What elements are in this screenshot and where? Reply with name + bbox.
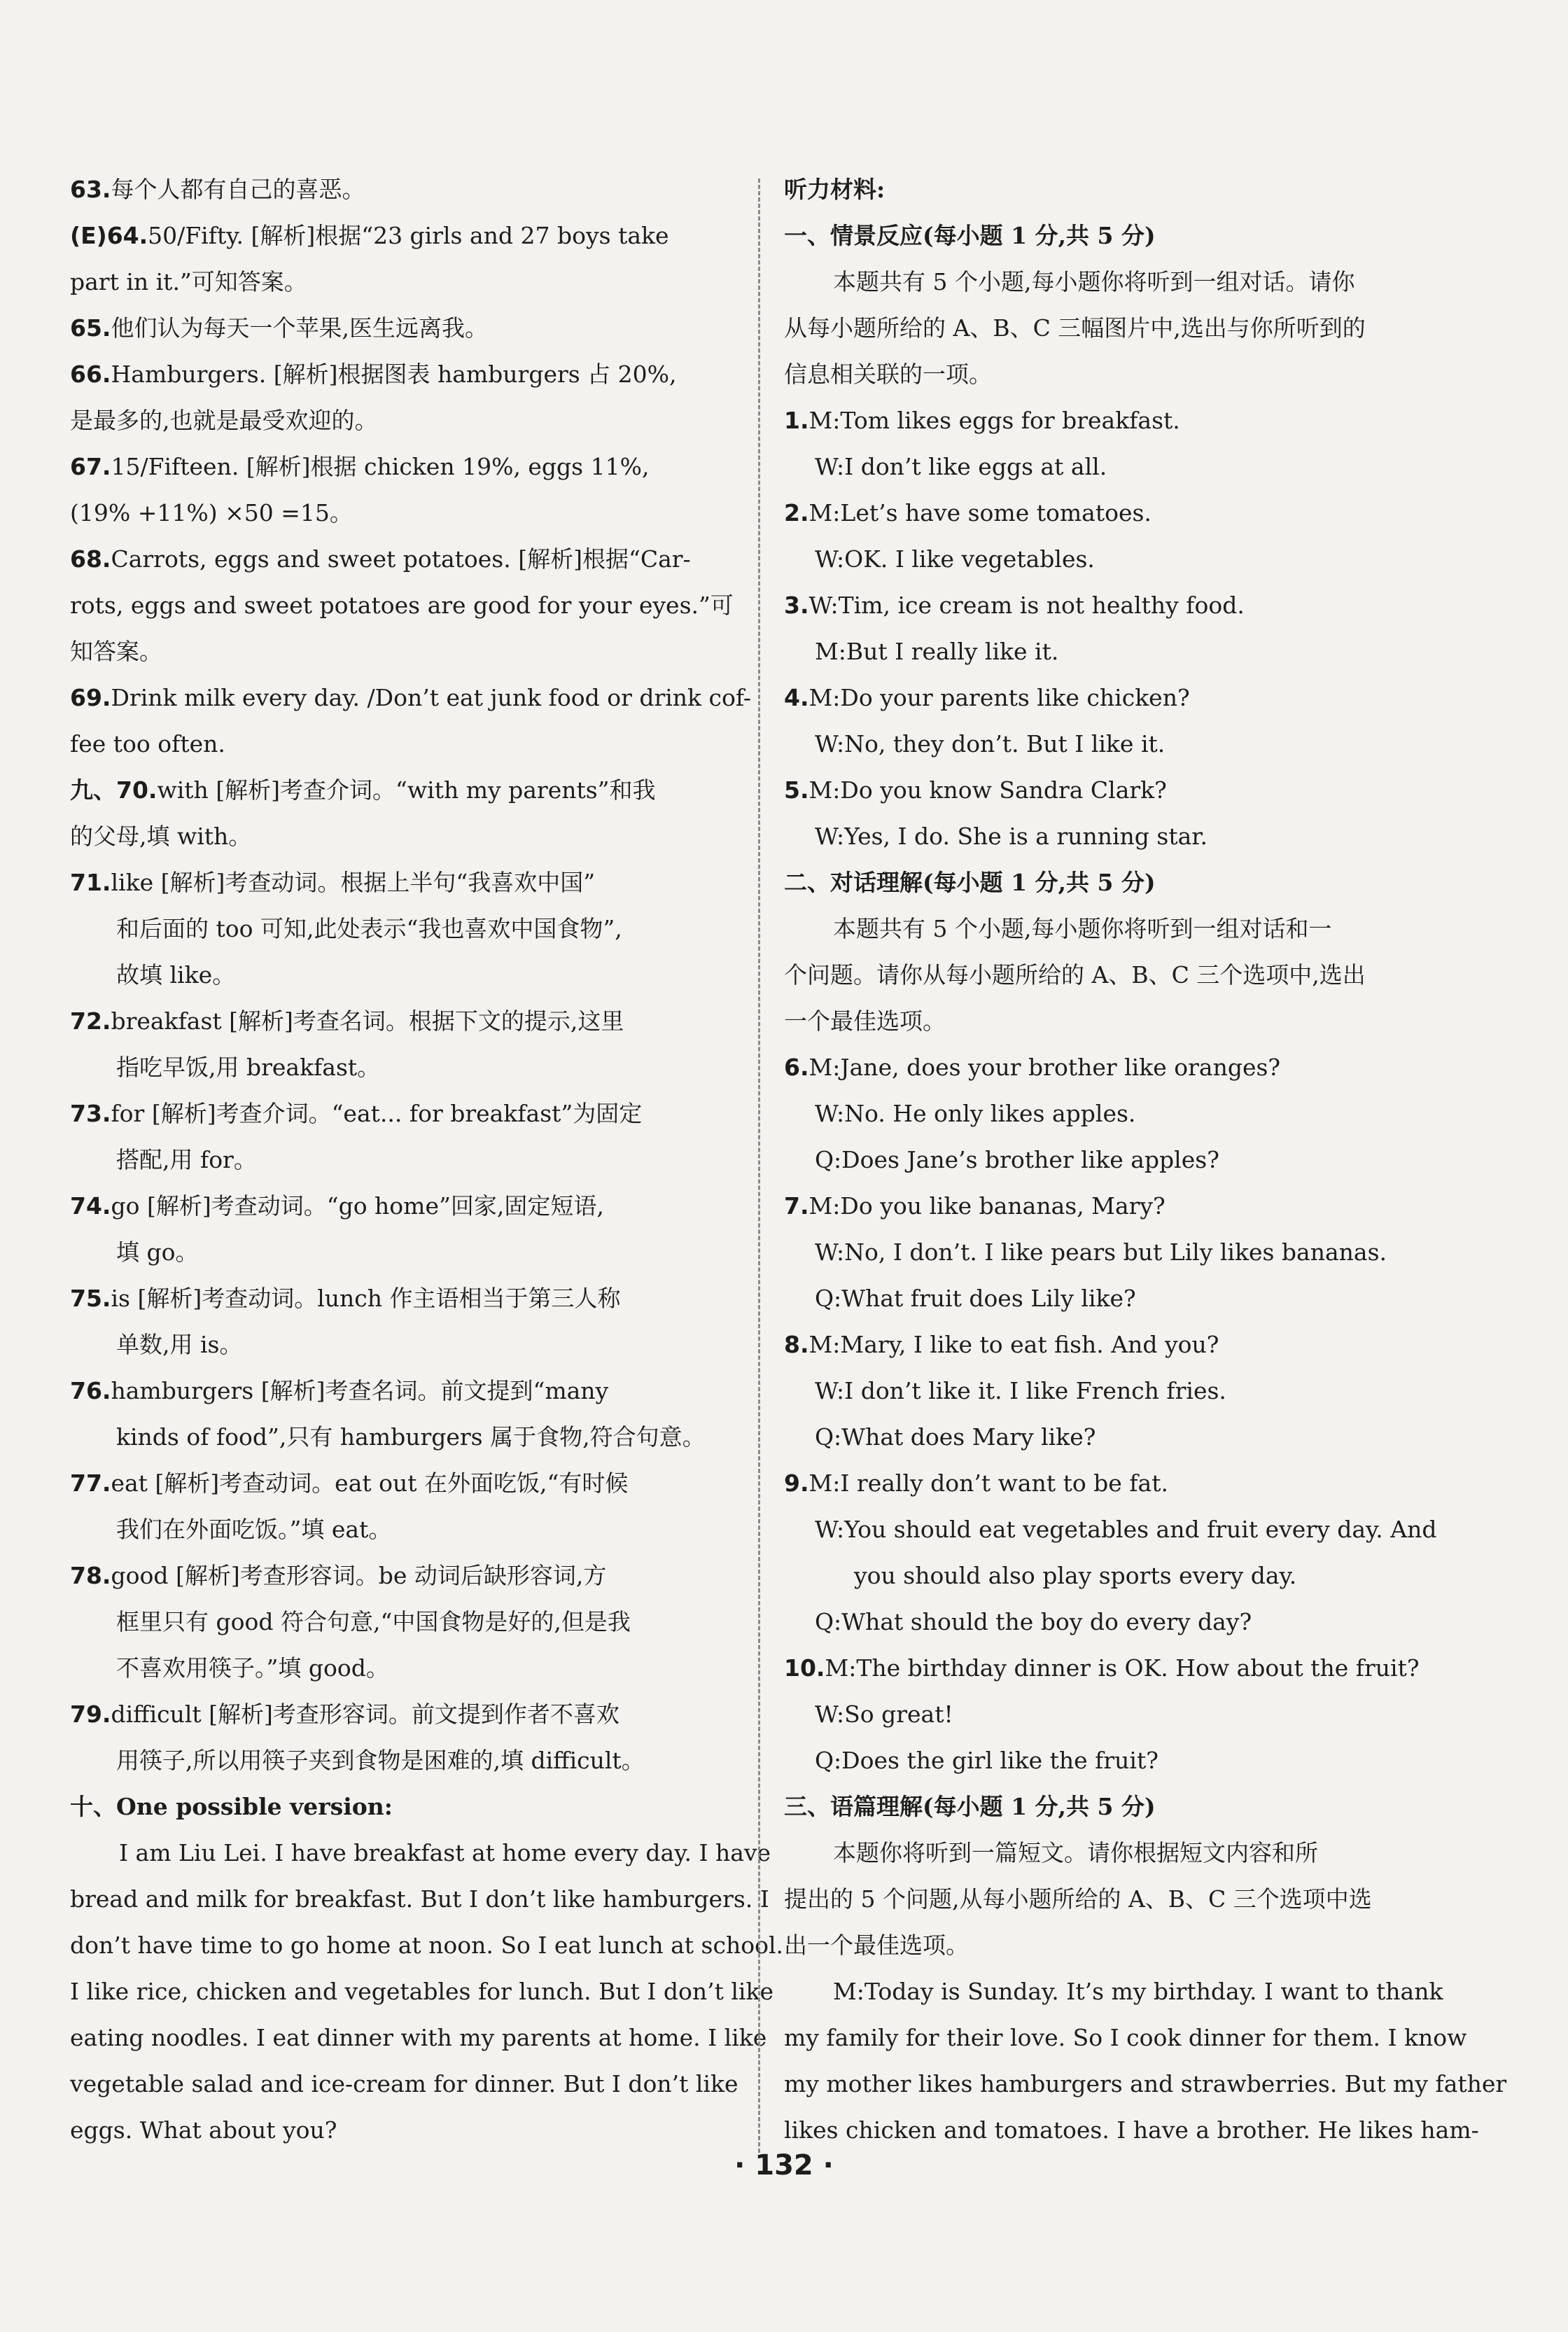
line-text: W:Tim, ice cream is not healthy food. [808,592,1245,619]
transcript-line [784,1969,1449,2015]
line-text: 15/Fifteen. [解析]根据 chicken 19%, eggs 11%, [111,453,650,480]
answer-line [70,1368,735,1414]
line-text: Q:Does the girl like the fruit? [815,1747,1158,1774]
answer-line [70,1922,783,1969]
transcript-line [784,767,1449,814]
answer-line [70,1876,769,1922]
item-number: 9. [784,1469,809,1497]
line-text: Q:What should the boy do every day? [815,1608,1252,1635]
transcript-line [784,629,1449,675]
line-text: W:I don’t like it. I like French fries. [815,1377,1226,1404]
item-number: 5. [784,776,809,804]
line-text: W:You should eat vegetables and fruit every day. And [815,1516,1437,1543]
line-text: W:So great! [815,1701,953,1728]
transcript-line [784,2015,1467,2061]
item-number: 75. [70,1285,111,1312]
line-text: is [解析]考查动词。lunch 作主语相当于第三人称 [111,1285,621,1312]
transcript-line [784,1599,1449,1645]
item-number: 6. [784,1054,809,1081]
transcript-line [784,1691,1449,1738]
item-number: 8. [784,1331,809,1358]
answer-line [70,1460,735,1507]
answer-line [70,444,735,490]
transcript-line [784,305,1449,351]
right-column [784,167,1507,2153]
transcript-line [784,2107,1479,2153]
line-text: rots, eggs and sweet potatoes are good for your eyes.”可 [70,592,734,619]
line-text: M:The birthday dinner is OK. How about the fruit? [825,1654,1420,1682]
transcript-line [784,1830,1449,1876]
line-text: 用筷子,所以用筷子夹到食物是困难的,填 difficult。 [116,1747,645,1774]
line-text: 和后面的 too 可知,此处表示“我也喜欢中国食物”, [116,915,622,942]
answer-line [70,1414,735,1460]
answer-line [70,1599,735,1645]
transcript-line [784,1922,1449,1969]
item-number: 九、70. [70,776,158,804]
answer-line [70,1507,735,1553]
answer-line [70,1045,735,1091]
line-text: Carrots, eggs and sweet potatoes. [解析]根据“Car- [111,545,691,573]
line-text: kinds of food”,只有 hamburgers 属于食物,符合句意。 [116,1423,706,1451]
item-number: 79. [70,1701,111,1728]
answer-line [70,1137,735,1183]
answer-line [70,952,735,998]
answer-line [70,767,735,814]
line-text: Q:Does Jane’s brother like apples? [815,1146,1219,1173]
answer-line [70,1784,735,1830]
item-number: 69. [70,684,111,711]
line-text: I am Liu Lei. I have breakfast at home every day. I have [119,1839,771,1866]
transcript-line [784,998,1449,1045]
line-text: 知答案。 [70,638,162,665]
transcript-line [784,1738,1449,1784]
line-text: 十、One possible version: [70,1793,393,1820]
answer-line [70,2015,767,2061]
item-number: 71. [70,869,111,896]
line-text: my mother likes hamburgers and strawberries. But my father [784,2070,1507,2097]
line-text: Drink milk every day. /Don’t eat junk food or drink cof- [111,684,752,711]
line-text: Hamburgers. [解析]根据图表 hamburgers 占 20%, [111,361,677,388]
line-text: 从每小题所给的 A、B、C 三幅图片中,选出与你所听到的 [784,314,1366,342]
transcript-line [784,1460,1449,1507]
item-number: 72. [70,1007,111,1035]
answer-line [70,1738,735,1784]
line-text: 一、情景反应(每小题 1 分,共 5 分) [784,222,1156,249]
answer-line [70,167,735,213]
line-text: 本题共有 5 个小题,每小题你将听到一组对话和一 [833,915,1332,942]
item-number: 1. [784,407,809,434]
answer-line [70,305,735,351]
line-text: 不喜欢用筷子。”填 good。 [116,1654,389,1682]
line-text: 听力材料: [784,176,886,203]
answer-line [70,1229,735,1276]
answer-line [70,1322,735,1368]
line-text: 本题你将听到一篇短文。请你根据短文内容和所 [833,1839,1318,1866]
line-text: W:No, they don’t. But I like it. [815,730,1166,757]
line-text: 搭配,用 for。 [116,1146,257,1173]
item-number: 2. [784,499,809,526]
left-column [70,167,783,2153]
line-text: you should also play sports every day. [854,1562,1297,1589]
line-text: M:Do your parents like chicken? [808,684,1190,711]
answer-line [70,213,735,259]
transcript-line [784,1368,1449,1414]
transcript-line [784,2061,1507,2107]
transcript-line [784,860,1449,906]
answer-line [70,1830,771,1876]
line-text: 我们在外面吃饭。”填 eat。 [116,1516,392,1543]
transcript-line [784,1645,1449,1691]
line-text: bread and milk for breakfast. But I don’t like hamburgers. I [70,1885,769,1913]
line-text: my family for their love. So I cook dinner for them. I know [784,2024,1467,2051]
answer-line [70,906,735,952]
item-number: 67. [70,453,111,480]
line-text: W:No, I don’t. I like pears but Lily likes bananas. [815,1238,1387,1266]
line-text: like [解析]考查动词。根据上半句“我喜欢中国” [111,869,596,896]
transcript-line [784,167,1449,213]
line-text: fee too often. [70,730,225,757]
line-text: M:Do you know Sandra Clark? [808,776,1167,804]
line-text: M:I really don’t want to be fat. [808,1469,1168,1497]
line-text: part in it.”可知答案。 [70,268,307,295]
line-text: W:Yes, I do. She is a running star. [815,823,1208,850]
line-text: for [解析]考查介词。“eat... for breakfast”为固定 [111,1100,643,1127]
transcript-line [784,1414,1449,1460]
line-text: difficult [解析]考查形容词。前文提到作者不喜欢 [111,1701,620,1728]
line-text: M:Do you like bananas, Mary? [808,1192,1166,1220]
answer-line [70,536,735,582]
line-text: 提出的 5 个问题,从每小题所给的 A、B、C 三个选项中选 [784,1885,1372,1913]
transcript-line [784,814,1449,860]
line-text: 指吃早饭,用 breakfast。 [116,1054,381,1081]
transcript-line [784,906,1449,952]
transcript-line [784,259,1449,305]
line-text: 三、语篇理解(每小题 1 分,共 5 分) [784,1793,1156,1820]
answer-line [70,1645,735,1691]
line-text: 的父母,填 with。 [70,823,252,850]
answer-line [70,398,735,444]
line-text: 个问题。请你从每小题所给的 A、B、C 三个选项中,选出 [784,961,1366,989]
line-text: Q:What does Mary like? [815,1423,1096,1451]
answer-line [70,675,752,721]
answer-line [70,1276,735,1322]
line-text: vegetable salad and ice-cream for dinner. But I don’t like [70,2070,738,2097]
transcript-line [784,351,1449,398]
transcript-line [784,721,1449,767]
transcript-line [784,1322,1449,1368]
line-text: don’t have time to go home at noon. So I eat lunch at school. [70,1932,783,1959]
line-text: with [解析]考查介词。“with my parents”和我 [157,776,656,804]
answer-line [70,1553,735,1599]
line-text: 单数,用 is。 [116,1331,243,1358]
transcript-line [784,1045,1449,1091]
line-text: 50/Fifty. [解析]根据“23 girls and 27 boys take [148,222,669,249]
answer-line [70,721,735,767]
line-text: eating noodles. I eat dinner with my parents at home. I like [70,2024,767,2051]
transcript-line [784,1137,1449,1183]
answer-line [70,259,735,305]
line-text: 填 go。 [116,1238,199,1266]
transcript-line [784,1229,1449,1276]
answer-line [70,1091,735,1137]
transcript-line [784,398,1449,444]
transcript-line [784,952,1449,998]
transcript-line [784,490,1449,536]
answer-line [70,490,735,536]
transcript-line [784,1876,1449,1922]
item-number: 4. [784,684,809,711]
line-text: M:Let’s have some tomatoes. [808,499,1152,526]
item-number: 7. [784,1192,809,1220]
line-text: 框里只有 good 符合句意,“中国食物是好的,但是我 [116,1608,631,1635]
page-number: · 132 · [734,2149,834,2181]
item-number: 74. [70,1192,111,1220]
item-number: 78. [70,1562,111,1589]
item-number: 77. [70,1469,111,1497]
line-text: 二、对话理解(每小题 1 分,共 5 分) [784,869,1156,896]
answer-line [70,351,735,398]
line-text: 本题共有 5 个小题,每小题你将听到一组对话。请你 [833,268,1355,295]
line-text: breakfast [解析]考查名词。根据下文的提示,这里 [111,1007,624,1035]
answer-line [70,998,735,1045]
line-text: 每个人都有自己的喜恶。 [111,176,365,203]
line-text: 信息相关联的一项。 [784,361,992,388]
line-text: M:Today is Sunday. It’s my birthday. I want to thank [833,1978,1443,2005]
line-text: 一个最佳选项。 [784,1007,946,1035]
transcript-line [784,213,1449,259]
line-text: good [解析]考查形容词。be 动词后缺形容词,方 [111,1562,607,1589]
answer-line [70,2061,738,2107]
line-text: go [解析]考查动词。“go home”回家,固定短语, [111,1192,604,1220]
item-number: 65. [70,314,111,342]
item-number: 63. [70,176,111,203]
line-text: 出一个最佳选项。 [784,1932,969,1959]
line-text: W:I don’t like eggs at all. [815,453,1107,480]
transcript-line [784,444,1449,490]
line-text: W:OK. I like vegetables. [815,545,1095,573]
transcript-line [784,1183,1449,1229]
column-divider [758,179,760,2153]
line-text: 故填 like。 [116,961,236,989]
line-text: Q:What fruit does Lily like? [815,1285,1136,1312]
answer-line [70,629,735,675]
line-text: M:But I really like it. [815,638,1059,665]
transcript-line [784,1553,1449,1599]
line-text: M:Mary, I like to eat fish. And you? [808,1331,1219,1358]
line-text: M:Tom likes eggs for breakfast. [808,407,1180,434]
transcript-line [784,1091,1449,1137]
item-number: 66. [70,361,111,388]
line-text: I like rice, chicken and vegetables for lunch. But I don’t like [70,1978,774,2005]
item-number: 73. [70,1100,111,1127]
line-text: M:Jane, does your brother like oranges? [808,1054,1281,1081]
transcript-line [784,582,1449,629]
item-number: 3. [784,592,809,619]
answer-line [70,1969,774,2015]
item-number: 76. [70,1377,111,1404]
transcript-line [784,675,1449,721]
answer-line [70,582,735,629]
answer-line [70,814,735,860]
transcript-line [784,1276,1449,1322]
transcript-line [784,1784,1449,1830]
transcript-line [784,536,1449,582]
transcript-line [784,1507,1449,1553]
item-number: (E)64. [70,222,148,249]
item-number: 10. [784,1654,825,1682]
line-text: 是最多的,也就是最受欢迎的。 [70,407,378,434]
item-number: 68. [70,545,111,573]
line-text: likes chicken and tomatoes. I have a brother. He likes ham- [784,2116,1479,2144]
line-text: eat [解析]考查动词。eat out 在外面吃饭,“有时候 [111,1469,629,1497]
line-text: (19% +11%) ×50 =15。 [70,499,353,526]
answer-line [70,860,735,906]
answer-line [70,1183,735,1229]
answer-line [70,2107,735,2153]
line-text: eggs. What about you? [70,2116,337,2144]
line-text: hamburgers [解析]考查名词。前文提到“many [111,1377,609,1404]
answer-line [70,1691,735,1738]
line-text: W:No. He only likes apples. [815,1100,1136,1127]
line-text: 他们认为每天一个苹果,医生远离我。 [111,314,488,342]
